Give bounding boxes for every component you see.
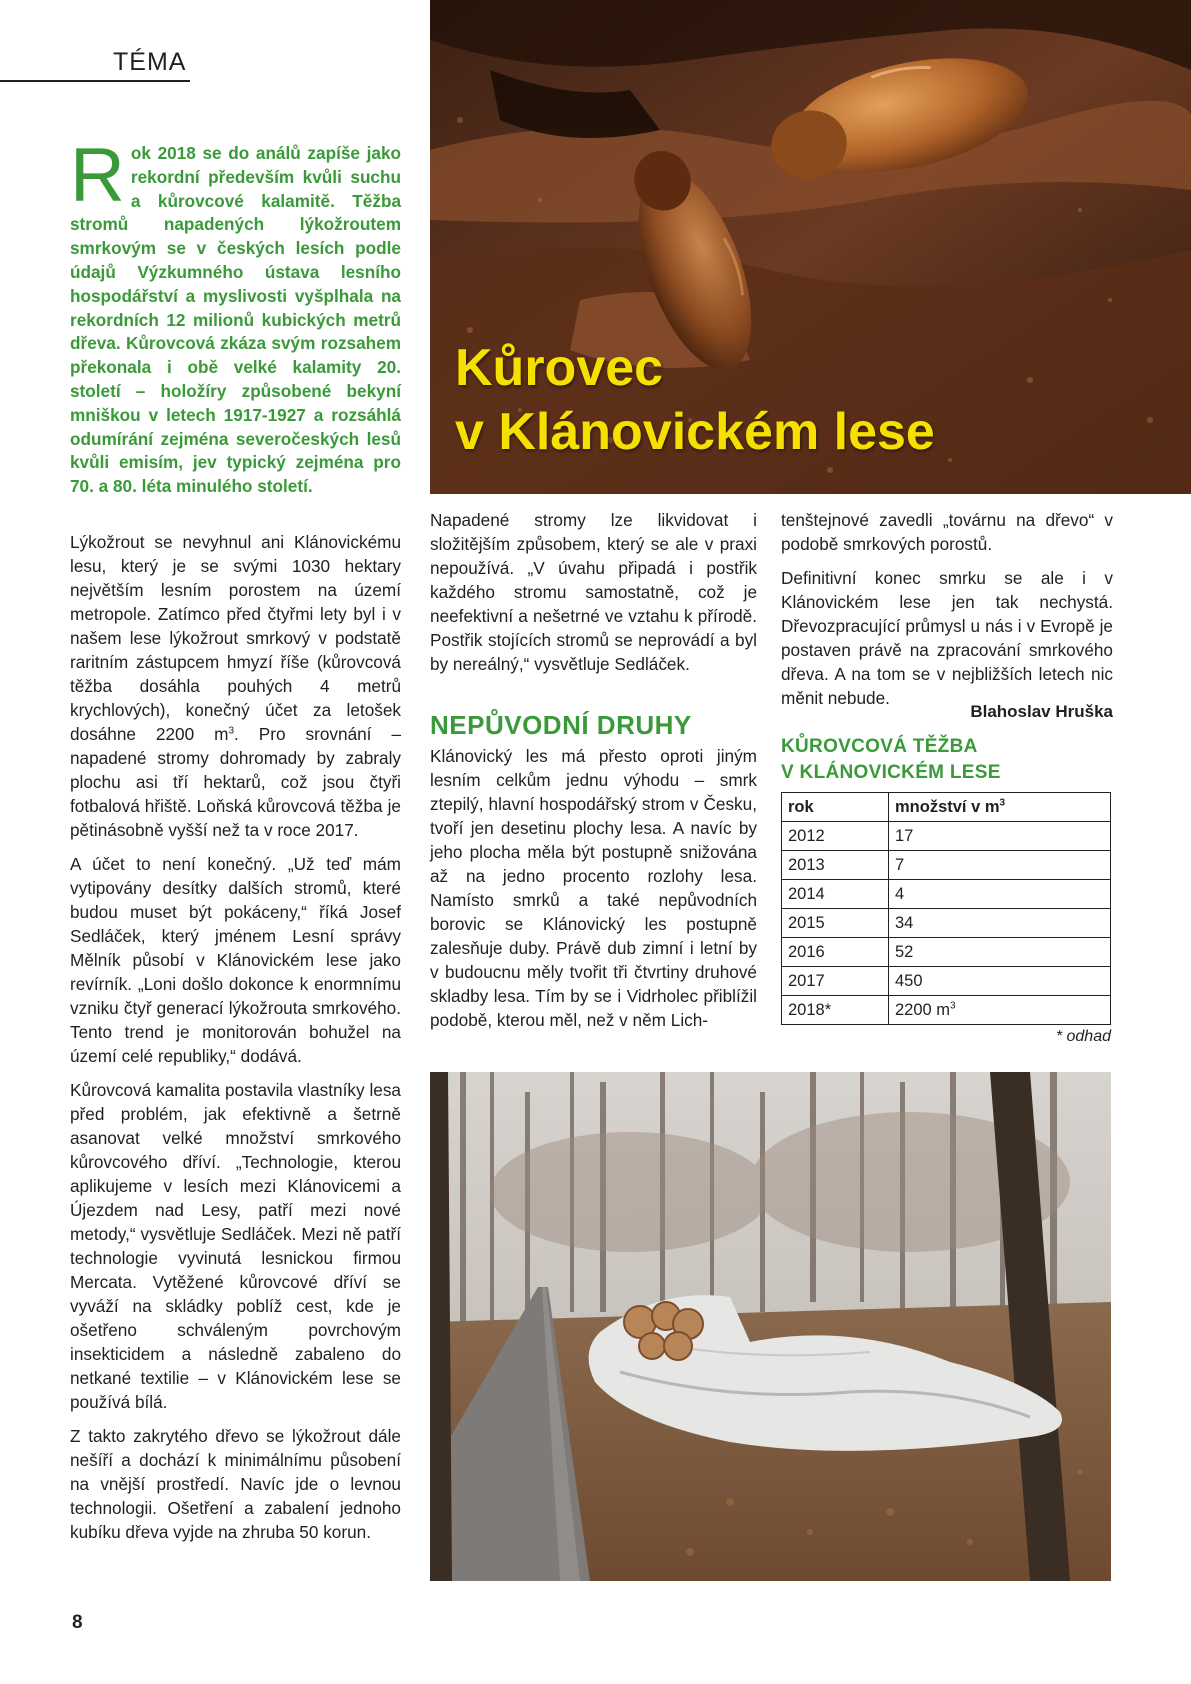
col3-paragraph-2: Definitivní konec smrku se ale i v Klánovickém lese jen tak nechystá. Dřevozpracující průmysl u nás i v Evropě je postaven právě na zpracování smrkového dřeva. A na tom se v nejbližších letech nic měnit nebude. (781, 568, 1113, 708)
column-2-continued (430, 744, 757, 1042)
col2-paragraph-1: Napadené stromy lze likvidovat i složitějším způsobem, který se ale v praxi nepoužívá. „V úvahu připadá i postřik každého stromu samostatně, což je neefektivní a nešetrné ve vztahu k přírodě. Postřik stojících stromů se neprovádí a byl by nereálný,“ vysvětluje Sedláček. (430, 510, 757, 674)
table-cell-year: 2017 (782, 967, 889, 996)
table-cell-amount: 450 (889, 967, 1111, 996)
table-cell-amount: 17 (889, 822, 1111, 851)
col3-paragraph-1: tenštejnové zavedli „továrnu na dřevo“ v podobě smrkových porostů. (781, 510, 1113, 554)
table-header-amount (889, 793, 1111, 822)
table-row (782, 880, 1111, 909)
author-byline: Blahoslav Hruška (970, 702, 1113, 721)
table-cell-year: 2015 (782, 909, 889, 938)
col1-paragraph-1 (70, 530, 401, 842)
article-title-line-1: Kůrovec (455, 339, 664, 397)
table-cell-amount: 4 (889, 880, 1111, 909)
table-cell-year: 2012 (782, 822, 889, 851)
table-cell-amount: 7 (889, 851, 1111, 880)
table-cell-amount: 34 (889, 909, 1111, 938)
section-rule (0, 80, 190, 82)
table-row (782, 996, 1111, 1025)
table-cell-year: 2018* (782, 996, 889, 1025)
col1-p1-text-cont: . Pro srovnání – napadené stromy dohromady by zabraly plochu asi tří hektarů, což jsou čtyři fotbalová hřiště. Loňská kůrovcová těžba je pětinásobně vyšší než ta v roce 2017. (70, 724, 402, 840)
table-cell-amount (889, 996, 1111, 1025)
col1-paragraph-2: A účet to není konečný. „Už teď mám vytipovány desítky dalších stromů, které budou muset být pokáceny,“ říká Josef Sedláček, který jménem Lesní správy Mělník působí v Klánovickém lese jako revírník. „Loni došlo dokonce k enormnímu vzniku čtyř generací lýkožrouta smrkového. Tento trend je monitorován bohužel na území celé republiky,“ dodává. (70, 854, 401, 1066)
col1-paragraph-3: Kůrovcová kamalita postavila vlastníky lesa před problém, jak efektivně a šetrně asanovat velké množství smrkového kůrovcového dříví. „Technologie, kterou aplikujeme v lesích mezi Klánovicemi a Újezdem nad Lesy, patří mezi nové metody,“ vysvětluje Sedláček. Mezi ně patří technologie vyvinutá lesnickou firmou Mercata. Vytěžené kůrovcové dříví se vyváží na skládky poblíž cest, kde je ošetřeno schváleným povrchovým insekticidem a následně zabaleno do netkané textilie – v Klánovickém lese se používá bílá. (70, 1080, 401, 1412)
page-number: 8 (72, 1612, 83, 1633)
article-title-line-2: v Klánovickém lese (455, 403, 935, 461)
table-row (782, 822, 1111, 851)
table-footnote: * odhad (1055, 1028, 1111, 1045)
table-cell-year: 2014 (782, 880, 889, 909)
drop-cap: R (70, 133, 125, 218)
table-row (782, 938, 1111, 967)
table-row (782, 967, 1111, 996)
table-row (782, 909, 1111, 938)
lead-paragraph (70, 133, 401, 499)
column-3 (781, 508, 1113, 720)
column-2 (430, 508, 757, 686)
table-cell-year: 2016 (782, 938, 889, 967)
col1-paragraph-4: Z takto zakrytého dřevo se lýkožrout dále nešíří a dochází k minimálnímu působení na vnější prostředí. Navíc jde o levnou technologii. Ošetření a zabalení jednoho kubíku dřeva vyjde na zhruba 50 korun. (70, 1426, 401, 1542)
table-title (781, 734, 1001, 786)
header-amount-text: množství v m (895, 797, 1000, 816)
table-body (782, 822, 1111, 996)
table-header-year: rok (782, 793, 889, 822)
col1-p1-text: Lýkožrout se nevyhnul ani Klánovickému lesu, který je se svými 1030 hektary největším lesním porostem na území metropole. Zatímco před čtyřmi lety byl i v našem lese lýkožrout smrkový v podstatě raritním zástupcem hmyzí říše (kůrovcová těžba dosáhla pouhých 4 metrů krychlových), konečný účet za letošek dosáhne 2200 m (70, 532, 401, 744)
table-row (782, 851, 1111, 880)
superscript: 3 (999, 797, 1006, 808)
subheading-nepuvodni-druhy: NEPŮVODNÍ DRUHY (430, 710, 692, 740)
table-cell-amount: 52 (889, 938, 1111, 967)
superscript: 3 (228, 725, 235, 737)
lead-text: ok 2018 se do análů zapíše jako rekordní především kvůli suchu a kůrovcové kalamitě. Těžba stromů napadených lýkožroutem smrkovým se v českých lesích podle údajů Výzkumného ústava lesního hospodářství a myslivosti vyšplhala na rekordních 12 milionů kubických metrů dřeva. Kůrovcová zkáza svým rozsahem překonala i obě velké kalamity 20. století – holožíry způsobené bekyní mniškou v letech 1917-1927 a rozsáhlá odumírání zejména severočeských lesů kvůli emisím, jev typický zejména pro 70. a 80. léta minulého století. (70, 143, 401, 497)
harvest-table (781, 792, 1111, 1025)
section-label: TÉMA (113, 48, 187, 76)
table-title-line-2: V KLÁNOVICKÉM LESE (781, 762, 1001, 783)
amount-text: 2200 m (895, 1000, 951, 1019)
table-title-line-1: KŮROVCOVÁ TĚŽBA (781, 736, 978, 757)
col2-paragraph-2: Klánovický les má přesto oproti jiným lesním celkům jednu výhodu – smrk ztepilý, hlavní hospodářský strom v Česku, tvoří jen desetinu plochy lesa. A navíc by jeho plocha měla být postupně snižována až na jedno procento rozlohy lesa. Namísto smrků a také nepůvodních borovic se Klánovický les postupně zalesňuje duby. Právě dub zimní i letní by v budoucnu měly tvořit tři čtvrtiny druhové skladby lesa. Tím by se i Vidrholec přiblížil podobě, kterou měl, než v něm Lich- (430, 746, 757, 1030)
column-1 (70, 530, 401, 1554)
article-title (455, 336, 935, 464)
table-header-row (782, 793, 1111, 822)
superscript: 3 (950, 1000, 956, 1011)
forest-road-photo (430, 1072, 1111, 1581)
table-cell-year: 2013 (782, 851, 889, 880)
